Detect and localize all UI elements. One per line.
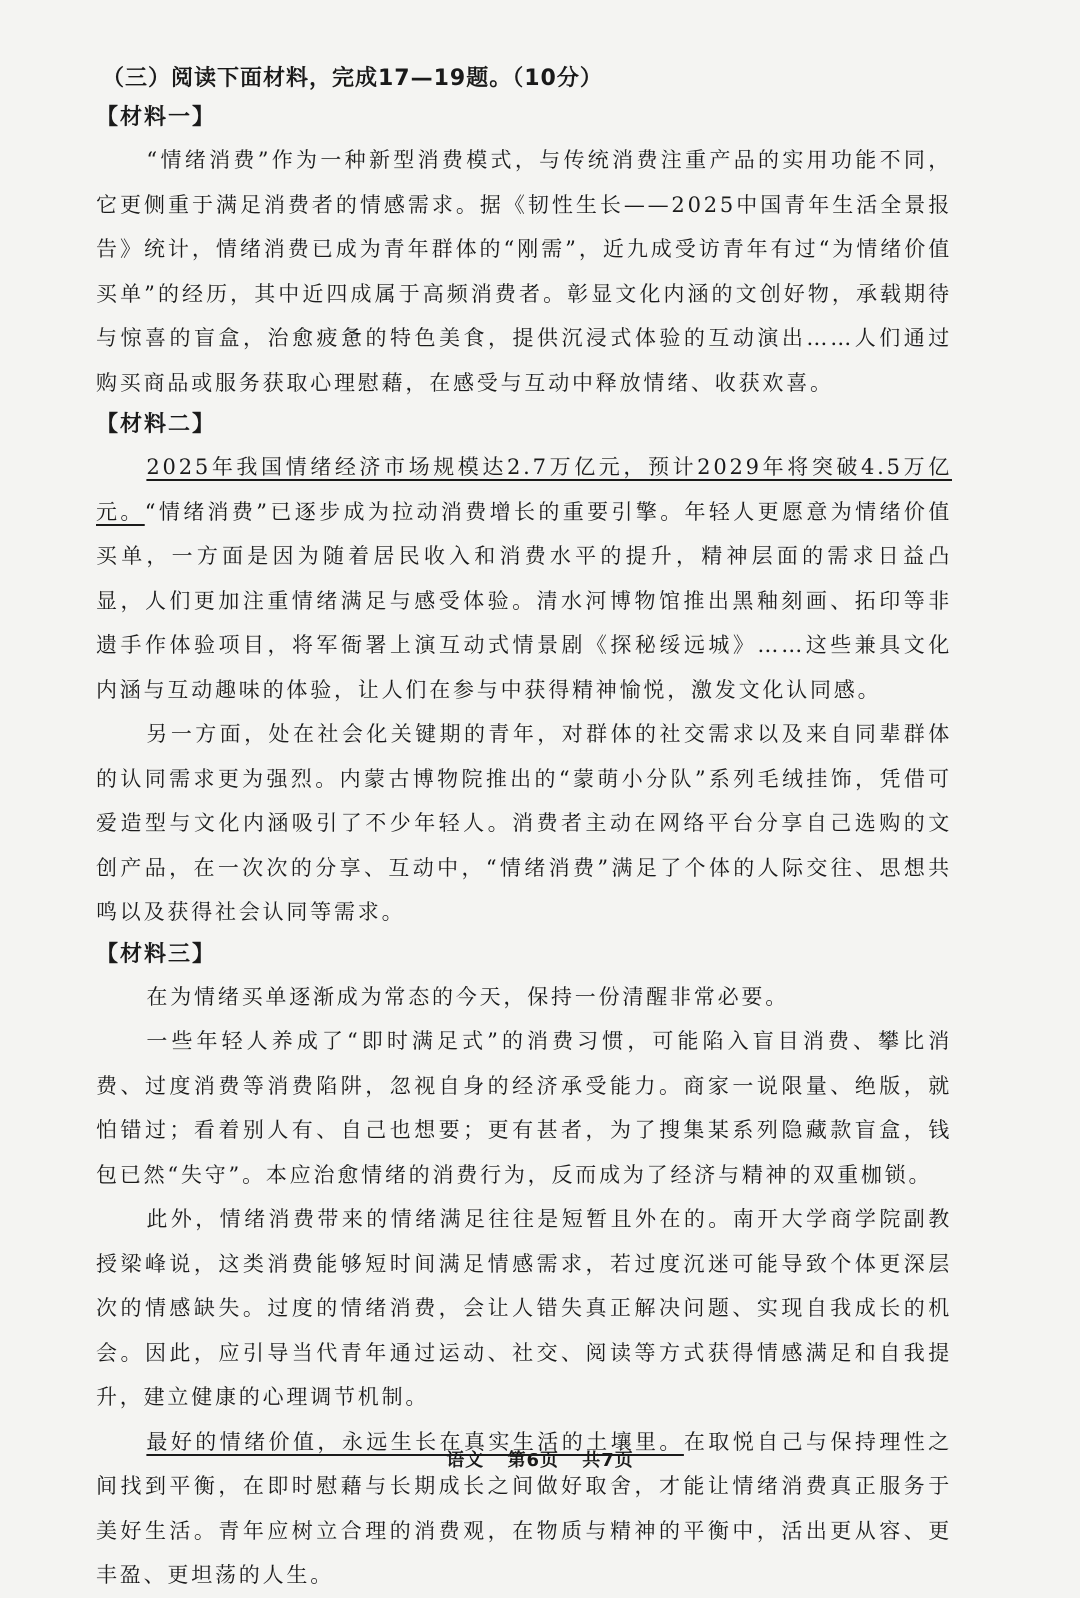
footer-subject: 语文 [446,1450,485,1471]
material-2-label: 【材料二】 [96,412,217,437]
material-3-underlined-sentence: 最好的情绪价值，永远生长在真实生活的土壤里。 [146,1429,684,1454]
material-3-paragraph-4-rest: 在取悦自己与保持理性之间找到平衡，在即时慰藉与长期成长之间做好取舍，才能让情绪消费真正服务于美好生活。青年应树立合理的消费观，在物质与精神的平衡中，活出更从容、更丰盈、更坦荡的人生。 [96,1429,952,1587]
page-footer [0,1446,1080,1472]
material-3-paragraph-2: 一些年轻人养成了“即时满足式”的消费习惯，可能陷入盲目消费、攀比消费、过度消费等消费陷阱，忽视自身的经济承受能力。商家一说限量、绝版，就怕错过；看着别人有、自己也想要；更有甚者，为了搜集某系列隐藏款盲盒，钱包已然“失守”。本应治愈情绪的消费行为，反而成为了经济与精神的双重枷锁。 [96,1029,952,1187]
material-2-paragraph-1 [96,445,952,712]
section-heading: （三）阅读下面材料，完成17—19题。（10分） [102,66,603,91]
footer-total-pages: 共7页 [582,1450,634,1471]
material-3-paragraph-1: 在为情绪买单逐渐成为常态的今天，保持一份清醒非常必要。 [146,984,789,1009]
footer-page-number: 第6页 [507,1450,559,1471]
material-3-label: 【材料三】 [96,941,217,967]
material-2-paragraph-1-rest: “情绪消费”已逐步成为拉动消费增长的重要引擎。年轻人更愿意为情绪价值买单，一方面是因为随着居民收入和消费水平的提升，精神层面的需求日益凸显，人们更加注重情绪满足与感受体验。清水河博物馆推出黑釉刻画、拓印等非遗手作体验项目，将军衙署上演互动式情景剧《探秘绥远城》……这些兼具文化内涵与互动趣味的体验，让人们在参与中获得精神愉悦，激发文化认同感。 [96,499,952,702]
material-3-paragraph-3: 此外，情绪消费带来的情绪满足往往是短暂且外在的。南开大学商学院副教授梁峰说，这类消费能够短时间满足情感需求，若过度沉迷可能导致个体更深层次的情感缺失。过度的情绪消费，会让人错失真正解决问题、实现自我成长的机会。因此，应引导当代青年通过运动、社交、阅读等方式获得情感满足和自我提升，建立健康的心理调节机制。 [96,1207,952,1409]
material-1-label: 【材料一】 [96,105,217,130]
material-2-paragraph-2: 另一方面，处在社会化关键期的青年，对群体的社交需求以及来自同辈群体的认同需求更为强烈。内蒙古博物院推出的“蒙萌小分队”系列毛绒挂饰，凭借可爱造型与文化内涵吸引了不少年轻人。消费者主动在网络平台分享自己选购的文创产品，在一次次的分享、互动中，“情绪消费”满足了个体的人际交往、思想共鸣以及获得社会认同等需求。 [96,722,952,924]
material-2-underlined-sentence: 2025年我国情绪经济市场规模达2.7万亿元，预计2029年将突破4.5万亿元。 [96,455,952,524]
material-1-paragraph-1: “情绪消费”作为一种新型消费模式，与传统消费注重产品的实用功能不同，它更侧重于满足消费者的情感需求。据《韧性生长——2025中国青年生活全景报告》统计，情绪消费已成为青年群体的“刚需”，近九成受访青年有过“为情绪价值买单”的经历，其中近四成属于高频消费者。彰显文化内涵的文创好物，承载期待与惊喜的盲盒，治愈疲惫的特色美食，提供沉浸式体验的互动演出……人们通过购买商品或服务获取心理慰藉，在感受与互动中释放情绪、收获欢喜。 [96,148,952,395]
